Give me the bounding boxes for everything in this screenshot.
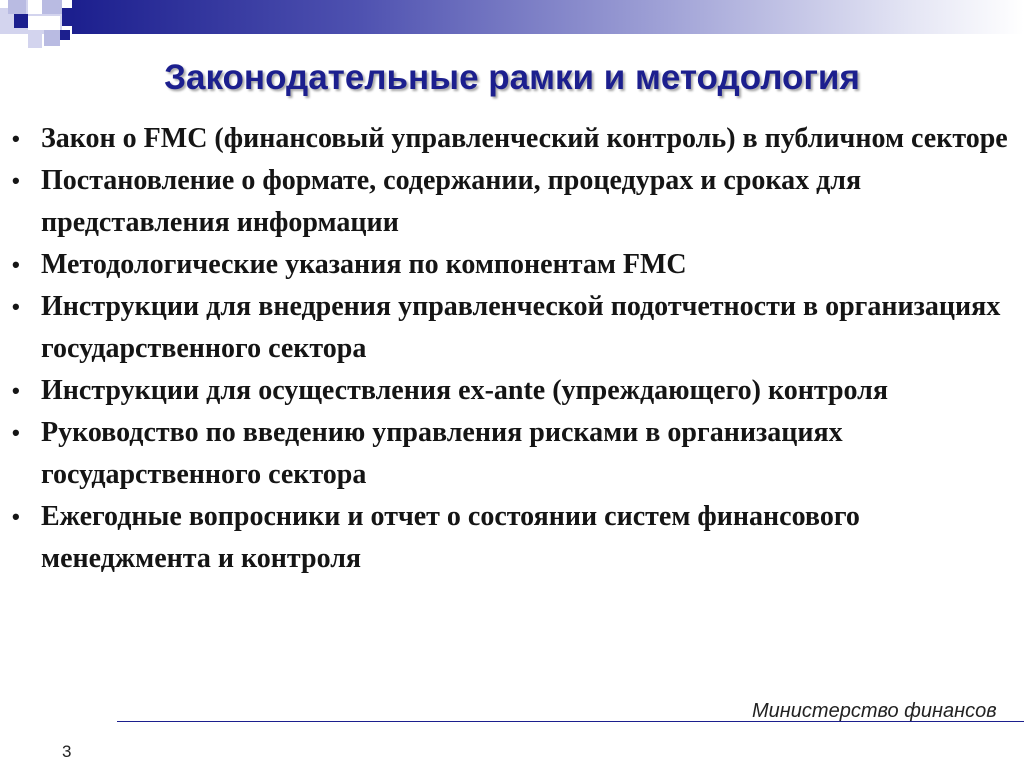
bullet-icon: • bbox=[12, 420, 20, 445]
list-item: • Закон о FMC (финансовый управленческий контроль) в публичном секторе bbox=[12, 118, 1017, 160]
corner-square bbox=[42, 0, 62, 14]
bullet-list bbox=[12, 118, 1017, 580]
corner-square bbox=[8, 0, 26, 14]
list-item: • Инструкции для осуществления ex-ante (упреждающего) контроля bbox=[12, 370, 1017, 412]
list-item: • Постановление о формате, содержании, процедурах и сроках для представления информации bbox=[12, 160, 1017, 244]
corner-square bbox=[28, 34, 42, 48]
bullet-icon: • bbox=[12, 168, 20, 193]
bullet-icon: • bbox=[12, 252, 20, 277]
corner-square bbox=[44, 30, 60, 46]
page-number: 3 bbox=[62, 742, 72, 761]
slide-title: Законодательные рамки и методология bbox=[164, 58, 860, 97]
corner-square bbox=[62, 8, 74, 26]
bullet-icon: • bbox=[12, 294, 20, 319]
list-item: • Ежегодные вопросники и отчет о состоянии систем финансового менеджмента и контроля bbox=[12, 496, 1017, 580]
list-item: • Руководство по введению управления рисками в организациях государственного сектора bbox=[12, 412, 1017, 496]
footer-ministry-text: Министерство финансов bbox=[752, 700, 997, 722]
corner-square bbox=[0, 0, 8, 8]
corner-square bbox=[14, 14, 28, 28]
corner-square bbox=[28, 16, 60, 30]
corner-square bbox=[28, 0, 42, 14]
header-gradient-bar bbox=[72, 0, 1024, 34]
corner-square bbox=[60, 30, 70, 40]
bullet-icon: • bbox=[12, 378, 20, 403]
bullet-icon: • bbox=[12, 126, 20, 151]
list-item: • Методологические указания по компонентам FMC bbox=[12, 244, 1017, 286]
list-item: • Инструкции для внедрения управленческой подотчетности в организациях государственного сектора bbox=[12, 286, 1017, 370]
bullet-icon: • bbox=[12, 504, 20, 529]
